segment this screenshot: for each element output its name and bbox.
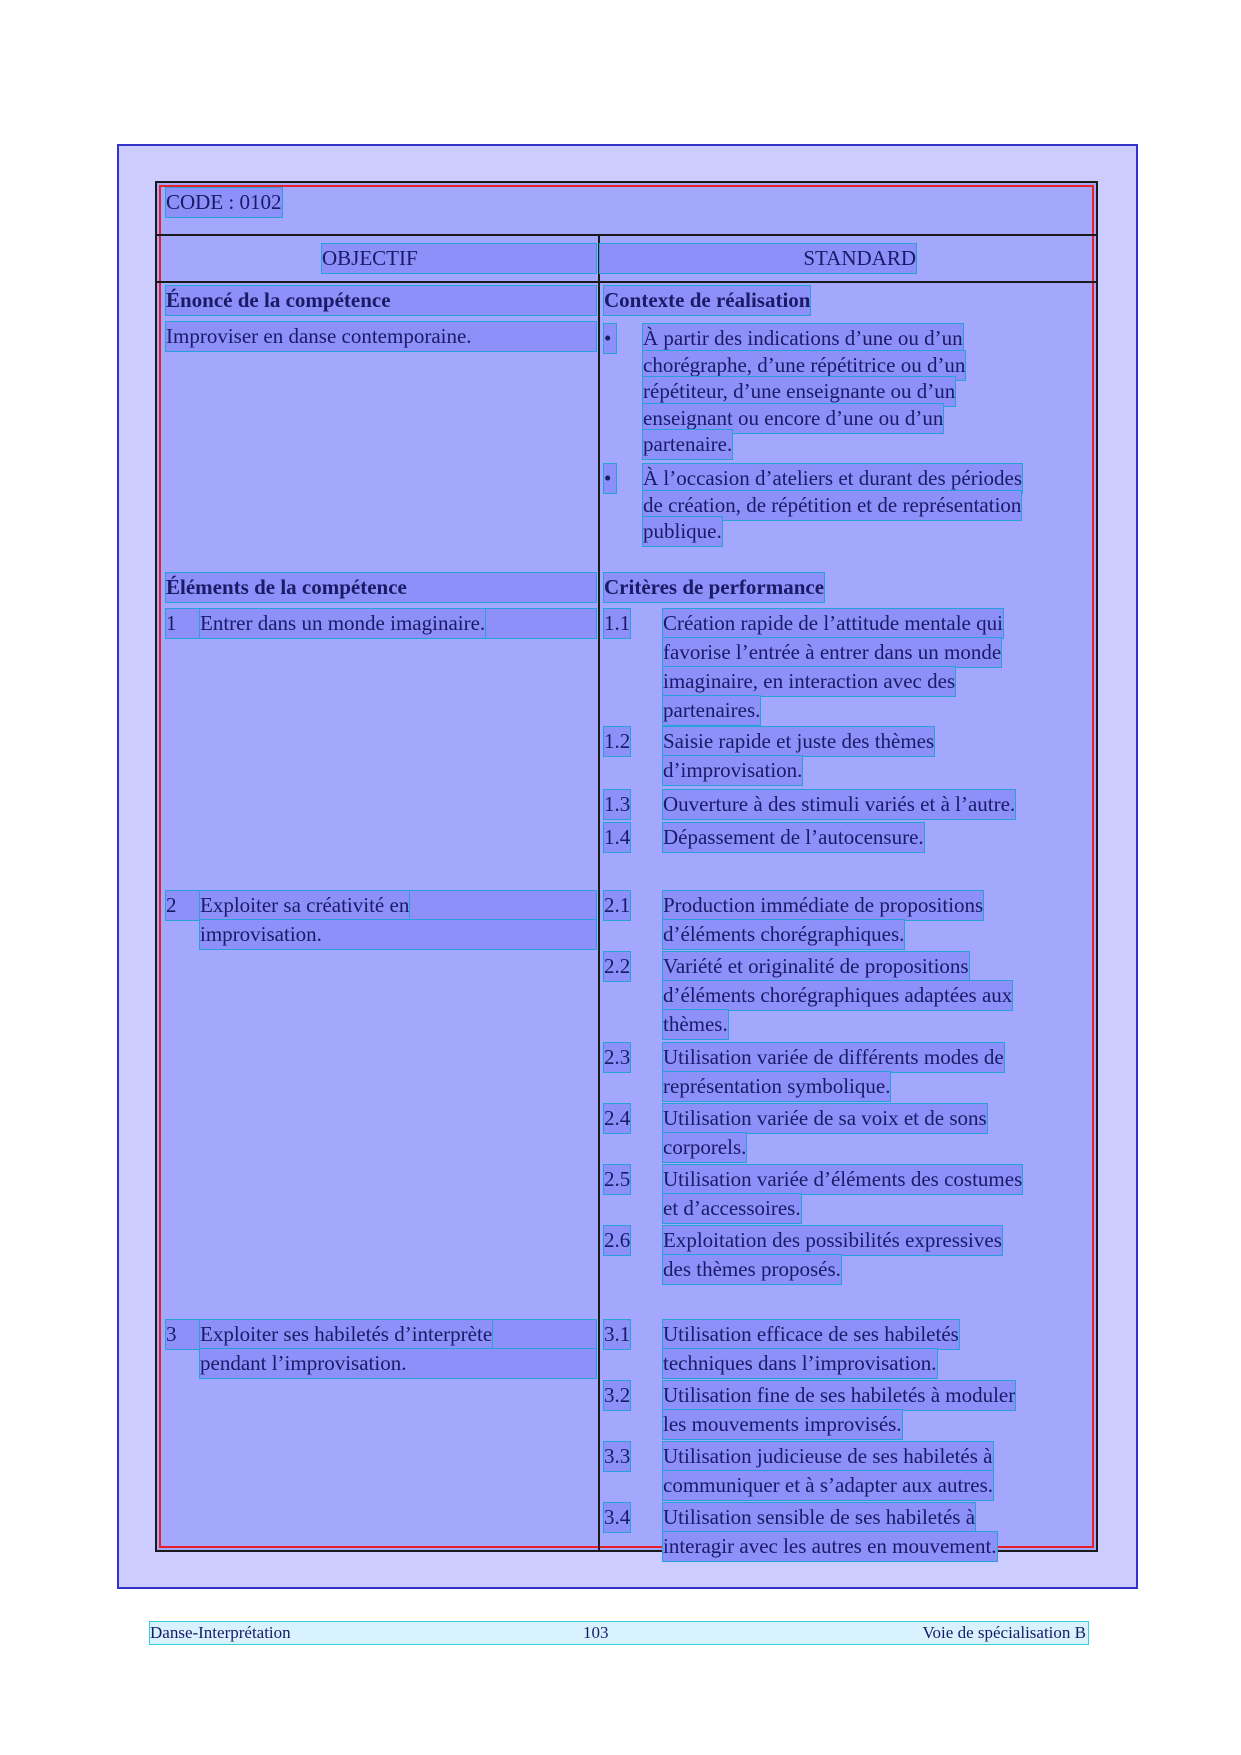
section-enonce: Énoncé de la compétence bbox=[166, 286, 596, 315]
column-divider bbox=[598, 235, 600, 1550]
critere-text: favorise l’entrée à entrer dans un monde bbox=[663, 638, 1001, 667]
contexte-line: enseignant ou encore d’une ou d’un bbox=[643, 404, 943, 433]
page-footer bbox=[150, 1622, 1088, 1644]
critere-text: représentation symbolique. bbox=[663, 1072, 890, 1101]
critere-number: 1.2 bbox=[604, 727, 630, 756]
header-objectif: OBJECTIF bbox=[322, 244, 596, 273]
critere-text: les mouvements improvisés. bbox=[663, 1410, 902, 1439]
critere-text: techniques dans l’improvisation. bbox=[663, 1349, 937, 1378]
critere-text: des thèmes proposés. bbox=[663, 1255, 841, 1284]
critere-text: Production immédiate de propositions bbox=[663, 891, 983, 920]
critere-text: Saisie rapide et juste des thèmes bbox=[663, 727, 934, 756]
footer-track: Voie de spécialisation B bbox=[922, 1623, 1086, 1642]
critere-number: 1.1 bbox=[604, 609, 630, 638]
contexte-line: À l’occasion d’ateliers et durant des périodes bbox=[643, 464, 1022, 493]
critere-text: Variété et originalité de propositions bbox=[663, 952, 969, 981]
contexte-line: publique. bbox=[643, 517, 722, 546]
section-contexte: Contexte de réalisation bbox=[604, 286, 810, 315]
critere-text: interagir avec les autres en mouvement. bbox=[663, 1532, 997, 1561]
code-label: CODE : 0102 bbox=[166, 188, 282, 217]
critere-text: d’éléments chorégraphiques adaptées aux bbox=[663, 981, 1012, 1010]
critere-text: d’improvisation. bbox=[663, 756, 802, 785]
contexte-line: répétiteur, d’une enseignante ou d’un bbox=[643, 377, 955, 406]
critere-text: communiquer et à s’adapter aux autres. bbox=[663, 1471, 993, 1500]
critere-number: 3.3 bbox=[604, 1442, 630, 1471]
critere-number: 3.2 bbox=[604, 1381, 630, 1410]
critere-text: Utilisation variée de sa voix et de sons bbox=[663, 1104, 987, 1133]
critere-number: 2.1 bbox=[604, 891, 630, 920]
element-text: Exploiter ses habiletés d’interprète bbox=[200, 1320, 492, 1349]
contexte-line: partenaire. bbox=[643, 430, 732, 459]
element-text: improvisation. bbox=[200, 920, 596, 949]
critere-number: 2.3 bbox=[604, 1043, 630, 1072]
critere-text: Utilisation fine de ses habiletés à moduler bbox=[663, 1381, 1015, 1410]
critere-text: imaginaire, en interaction avec des bbox=[663, 667, 955, 696]
critere-text: Utilisation sensible de ses habiletés à bbox=[663, 1503, 975, 1532]
contexte-line: chorégraphe, d’une répétitrice ou d’un bbox=[643, 351, 965, 380]
critere-text: corporels. bbox=[663, 1133, 746, 1162]
element-text: Exploiter sa créativité en bbox=[200, 891, 409, 920]
critere-text: partenaires. bbox=[663, 696, 760, 725]
critere-number: 1.3 bbox=[604, 790, 630, 819]
critere-text: Ouverture à des stimuli variés et à l’autre. bbox=[663, 790, 1015, 819]
critere-text: Utilisation variée de différents modes de bbox=[663, 1043, 1004, 1072]
critere-number: 2.2 bbox=[604, 952, 630, 981]
critere-text: Utilisation efficace de ses habiletés bbox=[663, 1320, 959, 1349]
critere-text: thèmes. bbox=[663, 1010, 728, 1039]
section-elements: Éléments de la compétence bbox=[166, 573, 596, 602]
critere-number: 3.1 bbox=[604, 1320, 630, 1349]
critere-text: Utilisation judicieuse de ses habiletés à bbox=[663, 1442, 993, 1471]
critere-text: Exploitation des possibilités expressives bbox=[663, 1226, 1002, 1255]
critere-number: 2.4 bbox=[604, 1104, 630, 1133]
element-text: pendant l’improvisation. bbox=[200, 1349, 596, 1378]
rule-under-headers bbox=[157, 281, 1097, 283]
element-number: 1 bbox=[166, 609, 596, 638]
critere-text: Utilisation variée d’éléments des costumes bbox=[663, 1165, 1022, 1194]
header-standard: STANDARD bbox=[600, 244, 916, 273]
critere-text: et d’accessoires. bbox=[663, 1194, 801, 1223]
footer-title: Danse-Interprétation bbox=[150, 1623, 291, 1642]
critere-text: d’éléments chorégraphiques. bbox=[663, 920, 904, 949]
rule-under-code bbox=[157, 234, 1097, 236]
critere-number: 1.4 bbox=[604, 823, 630, 852]
bullet-marker: • bbox=[604, 324, 616, 353]
critere-number: 2.6 bbox=[604, 1226, 630, 1255]
element-text: Entrer dans un monde imaginaire. bbox=[200, 609, 485, 638]
critere-text: Création rapide de l’attitude mentale qui bbox=[663, 609, 1003, 638]
critere-number: 3.4 bbox=[604, 1503, 630, 1532]
enonce-text: Improviser en danse contemporaine. bbox=[166, 322, 596, 351]
element-number: 2 bbox=[166, 891, 596, 920]
bullet-marker: • bbox=[604, 464, 616, 493]
section-criteres: Critères de performance bbox=[604, 573, 824, 602]
contexte-line: de création, de répétition et de représentation bbox=[643, 491, 1021, 520]
critere-text: Dépassement de l’autocensure. bbox=[663, 823, 924, 852]
contexte-line: À partir des indications d’une ou d’un bbox=[643, 324, 963, 353]
element-number: 3 bbox=[166, 1320, 596, 1349]
critere-number: 2.5 bbox=[604, 1165, 630, 1194]
page-number: 103 bbox=[583, 1623, 609, 1642]
